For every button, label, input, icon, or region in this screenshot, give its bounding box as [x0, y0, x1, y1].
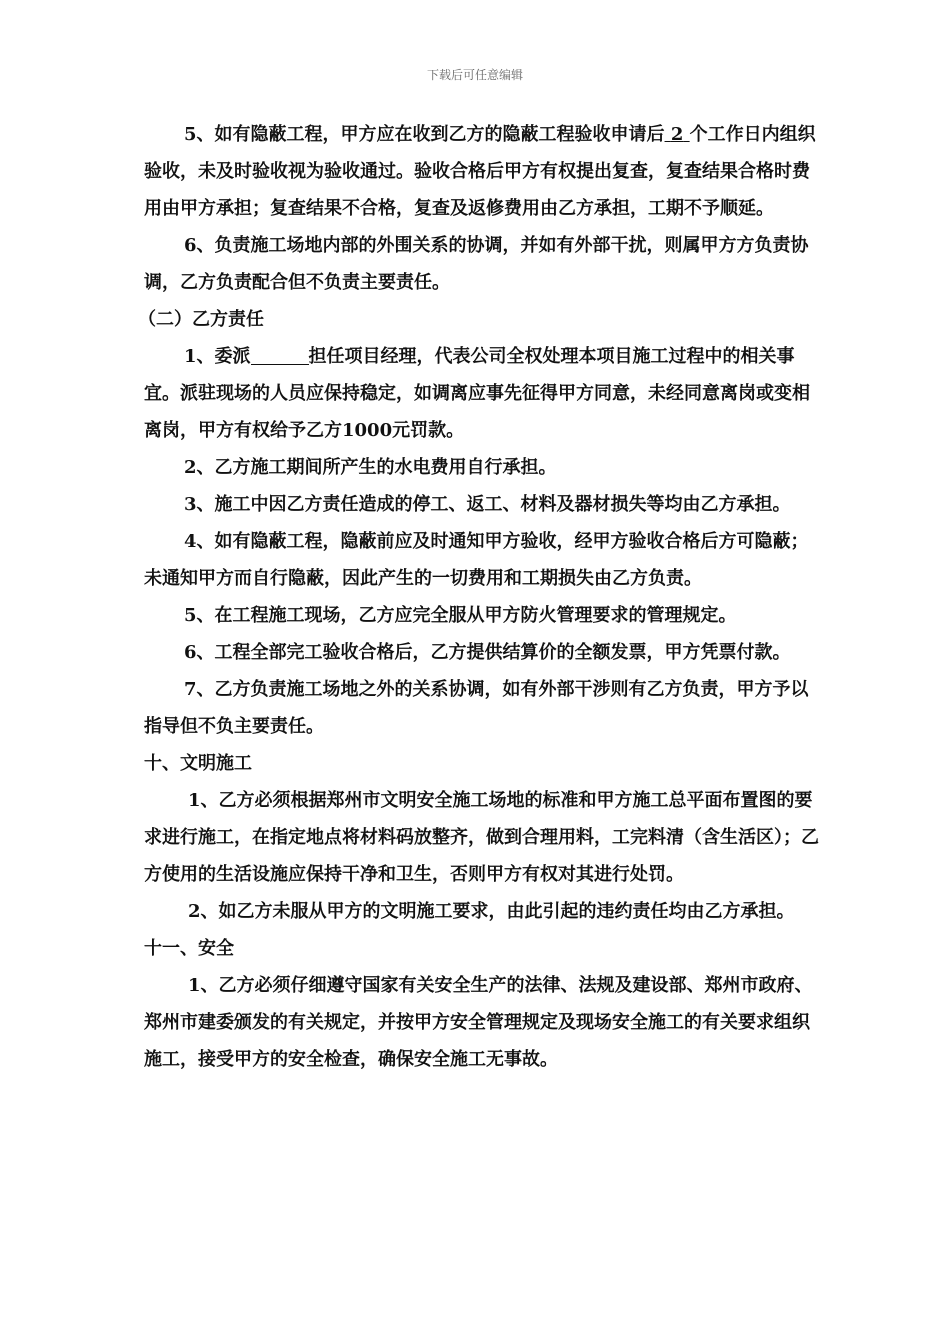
paragraph-text: 担任项目经理，代表公司全权处理本项目施工过程中的相关事宜。派驻现场的人员应保持稳定，如调离应事先征得甲方同意，未经同意离岗或变相离岗，甲方有权给予乙方1000元罚款。 — [144, 346, 810, 441]
paragraph-yi-6: 6、工程全部完工验收合格后，乙方提供结算价的全额发票，甲方凭票付款。 — [184, 642, 791, 663]
paragraph-wenming-2: 2、如乙方未服从甲方的文明施工要求，由此引起的违约责任均由乙方承担。 — [188, 901, 795, 922]
section-title-wenming: 十、文明施工 — [144, 753, 252, 774]
paragraph-jia-6: 6、负责施工场地内部的外围关系的协调，并如有外部干扰，则属甲方方负责协调，乙方负责配合但不负责主要责任。 — [144, 235, 809, 293]
section-title-yi: （二）乙方责任 — [138, 309, 264, 330]
page-header: 下载后可任意编辑 — [426, 68, 523, 82]
paragraph-wenming-1: 1、乙方必须根据郑州市文明安全施工场地的标准和甲方施工总平面布置图的要求进行施工，在指定地点将材料码放整齐，做到合理用料，工完料清（含生活区）；乙方使用的生活设施应保持干净和卫生，否则甲方有权对其进行处罚。 — [144, 790, 819, 885]
paragraph-yi-3: 3、施工中因乙方责任造成的停工、返工、材料及器材损失等均由乙方承担。 — [184, 494, 791, 515]
paragraph-text: 1、委派 — [184, 346, 251, 367]
manager-name-blank — [251, 346, 309, 365]
paragraph-yi-5: 5、在工程施工现场，乙方应完全服从甲方防火管理要求的管理规定。 — [184, 605, 737, 626]
paragraph-anquan-1: 1、乙方必须仔细遵守国家有关安全生产的法律、法规及建设部、郑州市政府、郑州市建委颁发的有关规定，并按甲方安全管理规定及现场安全施工的有关要求组织施工，接受甲方的安全检查，确保安全施工无事故。 — [144, 975, 813, 1070]
paragraph-yi-7: 7、乙方负责施工场地之外的关系协调，如有外部干涉则有乙方负责，甲方予以指导但不负主要责任。 — [144, 679, 809, 737]
document-body — [138, 116, 820, 1078]
paragraph-yi-1 — [144, 338, 820, 449]
paragraph-text: 5、如有隐蔽工程，甲方应在收到乙方的隐蔽工程验收申请后 — [184, 124, 665, 145]
days-value: 2 — [670, 124, 684, 145]
paragraph-yi-4: 4、如有隐蔽工程，隐蔽前应及时通知甲方验收，经甲方验收合格后方可隐蔽；未通知甲方而自行隐蔽，因此产生的一切费用和工期损失由乙方负责。 — [144, 531, 809, 589]
paragraph-text: 个工作日内组织验收，未及时验收视为验收通过。验收合格后甲方有权提出复查，复查结果合格时费用由甲方承担；复查结果不合格，复查及返修费用由乙方承担，工期不予顺延。 — [144, 124, 816, 219]
paragraph-jia-5 — [144, 116, 820, 227]
paragraph-yi-2: 2、乙方施工期间所产生的水电费用自行承担。 — [184, 457, 557, 478]
section-title-anquan: 十一、安全 — [144, 938, 234, 959]
